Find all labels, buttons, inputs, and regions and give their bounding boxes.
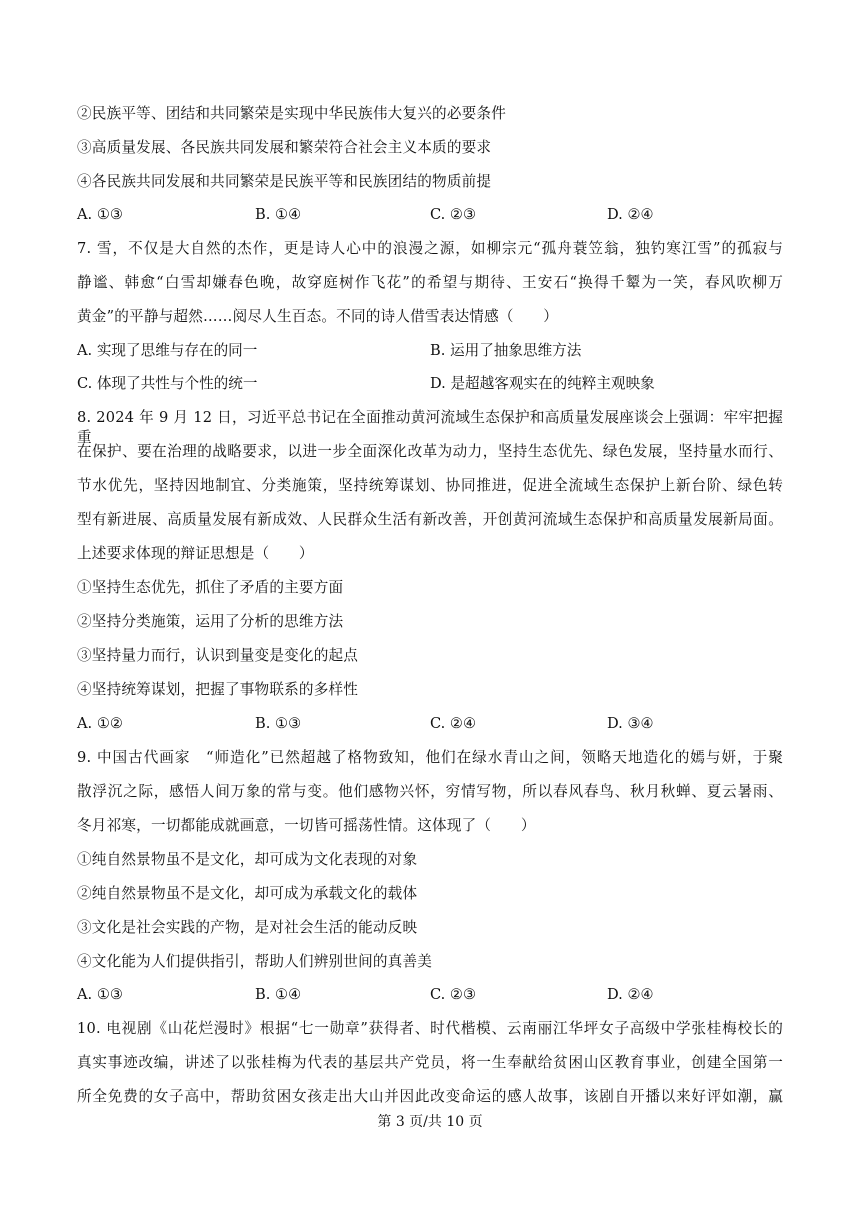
q9-statement-1: ①纯自然景物虽不是文化，却可成为文化表现的对象 xyxy=(77,851,418,868)
q10-stem-line-2: 真实事迹改编，讲述了以张桂梅为代表的基层共产党员，将一生奉献给贫困山区教育事业，创建全国第一 xyxy=(77,1054,783,1071)
q8-statement-1: ①坚持生态优先，抓住了矛盾的主要方面 xyxy=(77,579,344,596)
q9-stem-line-3: 冬月祁寒，一切都能成就画意，一切皆可摇荡性情。这体现了（ ） xyxy=(77,817,536,834)
q8-statement-3: ③坚持量力而行，认识到量变是变化的起点 xyxy=(77,647,359,664)
q10-stem-line-3: 所全免费的女子高中，帮助贫困女孩走出大山并因此改变命运的感人故事，该剧自开播以来好评如潮，赢 xyxy=(77,1088,783,1105)
q7-options-row-2 xyxy=(77,374,783,394)
q8-options xyxy=(77,714,783,734)
q7-stem-line-2: 静谧、韩愈“白雪却嫌春色晚，故穿庭树作飞花”的希望与期待、王安石“换得千颦为一笑，春风吹柳万 xyxy=(77,274,783,291)
q9-option-a: A. ①③ xyxy=(77,986,123,1003)
q9-statement-2: ②纯自然景物虽不是文化，却可成为承载文化的载体 xyxy=(77,885,418,902)
q8-statement-4: ④坚持统筹谋划，把握了事物联系的多样性 xyxy=(77,681,359,698)
q8-stem-line-3: 节水优先，坚持因地制宜、分类施策，坚持统筹谋划、协同推进，促进全流域生态保护上新台阶、绿色转 xyxy=(77,477,783,494)
q7-option-b: B. 运用了抽象思维方法 xyxy=(430,342,582,359)
q8-stem-line-4: 型有新进展、高质量发展有新成效、人民群众生活有新改善，开创黄河流域生态保护和高质量发展新局面。 xyxy=(77,511,783,528)
q7-options-row-1 xyxy=(77,341,783,361)
q8-option-a: A. ①② xyxy=(77,715,123,732)
q8-stem-line-1: 8. 2024 年 9 月 12 日，习近平总书记在全面推动黄河流域生态保护和高质量发展座谈会上强调：牢牢把握重 xyxy=(77,409,783,446)
q9-statement-4: ④文化能为人们提供指引，帮助人们辨别世间的真善美 xyxy=(77,953,433,970)
q9-option-c: C. ②③ xyxy=(430,986,477,1003)
q9-option-b: B. ①④ xyxy=(255,986,302,1003)
page-number: 第 3 页/共 10 页 xyxy=(377,1114,483,1130)
q6-option-b: B. ①④ xyxy=(255,206,302,223)
q7-option-d: D. 是超越客观实在的纯粹主观映象 xyxy=(430,375,655,392)
q6-options xyxy=(77,205,783,225)
q6-statement-4: ④各民族共同发展和共同繁荣是民族平等和民族团结的物质前提 xyxy=(77,173,492,190)
q6-option-a: A. ①③ xyxy=(77,206,123,223)
q7-stem-line-1: 7. 雪，不仅是大自然的杰作，更是诗人心中的浪漫之源，如柳宗元“孤舟蓑笠翁，独钓寒江雪”的孤寂与 xyxy=(77,240,783,257)
q9-statement-3: ③文化是社会实践的产物，是对社会生活的能动反映 xyxy=(77,919,418,936)
q9-option-d: D. ②④ xyxy=(607,986,654,1003)
q8-option-d: D. ③④ xyxy=(607,715,654,732)
q6-option-d: D. ②④ xyxy=(607,206,654,223)
q8-stem-line-2: 在保护、要在治理的战略要求，以进一步全面深化改革为动力，坚持生态优先、绿色发展，坚持量水而行、 xyxy=(77,443,783,460)
q7-option-a: A. 实现了思维与存在的同一 xyxy=(77,342,258,359)
q9-stem-line-1: 9. 中国古代画家 “师造化”已然超越了格物致知，他们在绿水青山之间，领略天地造化的嫣与妍，于聚 xyxy=(77,749,783,766)
q8-option-b: B. ①③ xyxy=(255,715,302,732)
q9-options xyxy=(77,985,783,1005)
q6-option-c: C. ②③ xyxy=(430,206,477,223)
q9-stem-line-2: 散浮沉之际，感悟人间万象的常与变。他们感物兴怀，穷情写物，所以春风春鸟、秋月秋蝉、夏云暑雨、 xyxy=(77,783,783,800)
q6-statement-3: ③高质量发展、各民族共同发展和繁荣符合社会主义本质的要求 xyxy=(77,139,492,156)
q8-stem-line-5: 上述要求体现的辩证思想是（ ） xyxy=(77,545,314,562)
q7-stem-line-3: 黄金”的平静与超然……阅尽人生百态。不同的诗人借雪表达情感（ ） xyxy=(77,308,559,325)
q8-statement-2: ②坚持分类施策，运用了分析的思维方法 xyxy=(77,613,344,630)
q6-statement-2: ②民族平等、团结和共同繁荣是实现中华民族伟大复兴的必要条件 xyxy=(77,105,507,122)
q10-stem-line-1: 10. 电视剧《山花烂漫时》根据“七一勋章”获得者、时代楷模、云南丽江华坪女子高级中学张桂梅校长的 xyxy=(77,1020,783,1037)
q8-option-c: C. ②④ xyxy=(430,715,477,732)
q7-option-c: C. 体现了共性与个性的统一 xyxy=(77,375,258,392)
